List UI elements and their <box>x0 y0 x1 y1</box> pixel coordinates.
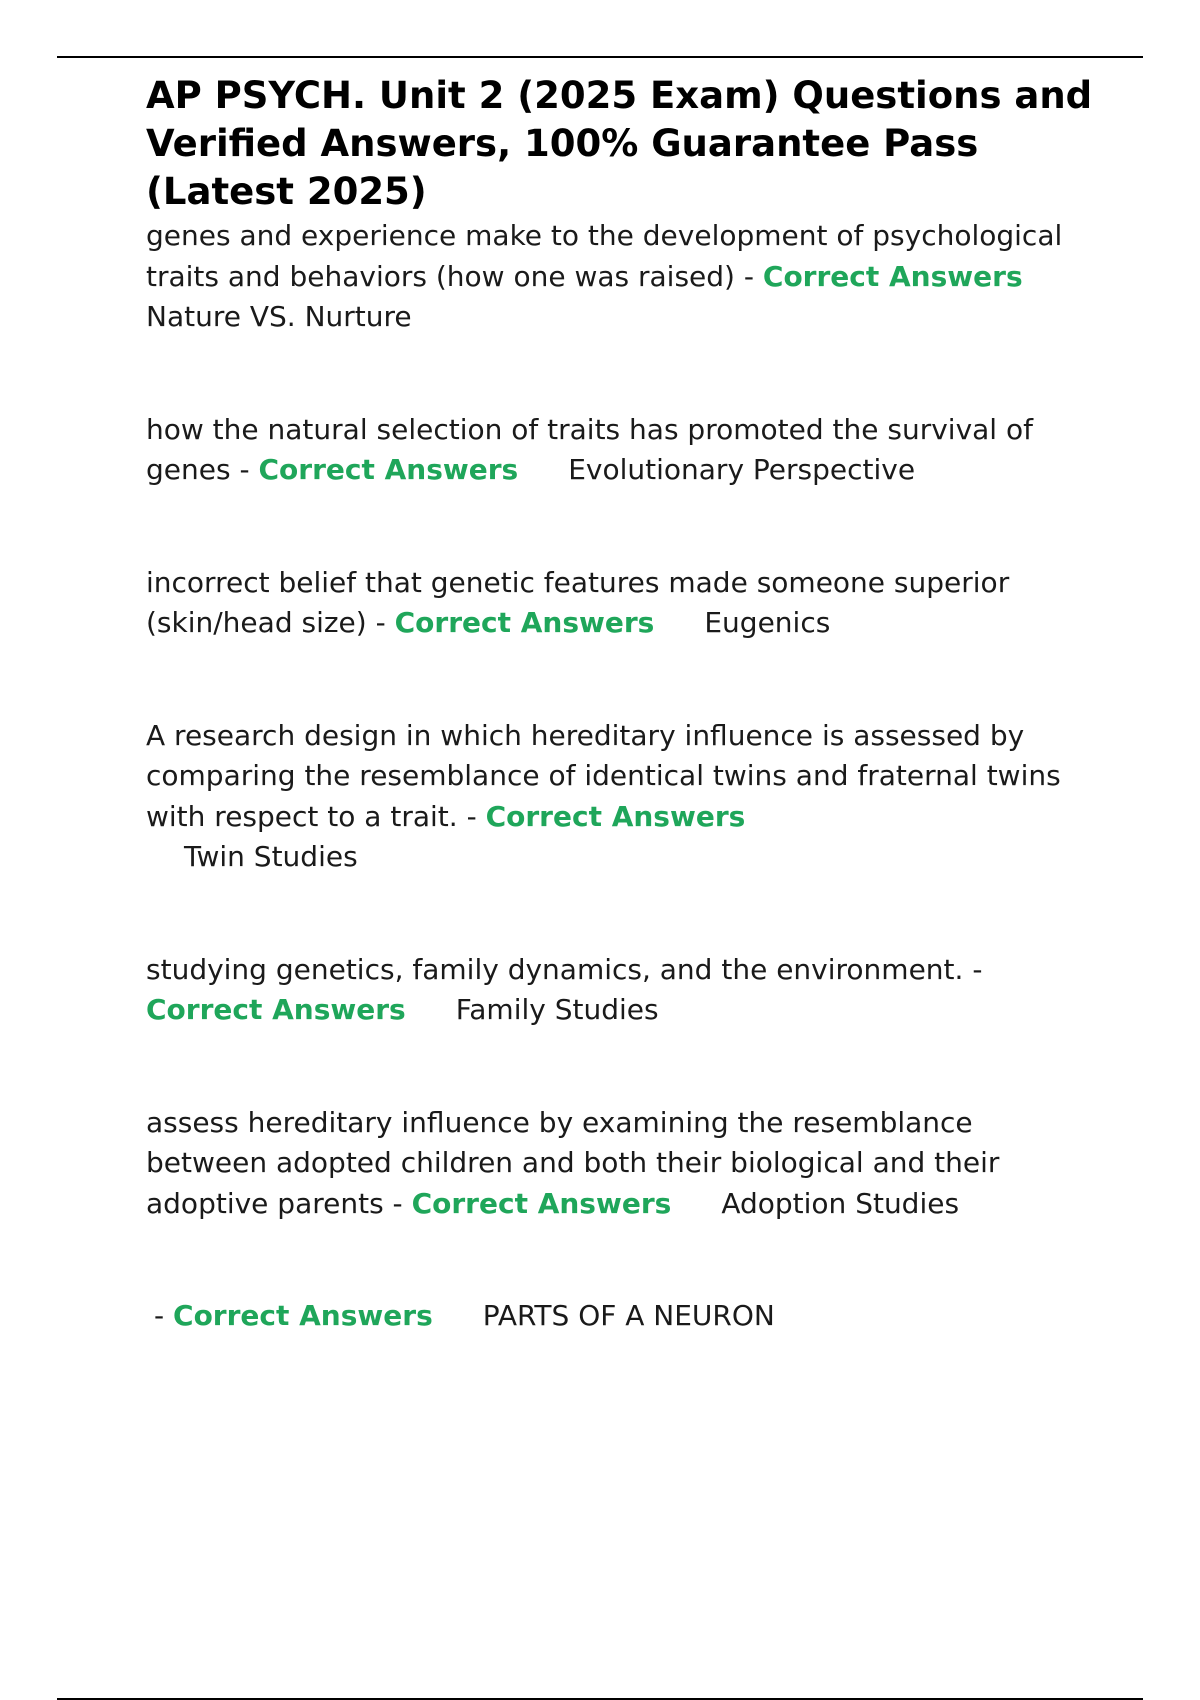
qa-item <box>146 716 1096 878</box>
answer-text: PARTS OF A NEURON <box>482 1299 775 1332</box>
qa-item <box>146 563 1096 644</box>
qa-item <box>146 1103 1096 1225</box>
answer-label: Correct Answers <box>258 453 519 486</box>
answer-text: Eugenics <box>704 606 831 639</box>
answer-text: Adoption Studies <box>721 1186 960 1220</box>
question-text: incorrect belief that genetic features made someone superior (skin/head size) - <box>146 565 1010 639</box>
answer-label: Correct Answers <box>146 993 406 1026</box>
answer-label: Correct Answers <box>485 799 746 833</box>
qa-item <box>146 950 1096 1031</box>
qa-item <box>146 410 1096 491</box>
question-text: studying genetics, family dynamics, and the environment. - <box>146 952 983 986</box>
document-body <box>146 72 1096 1337</box>
answer-text: Family Studies <box>455 993 659 1026</box>
answer-text: Nature VS. Nurture <box>146 300 412 333</box>
qa-item <box>146 1296 1096 1337</box>
top-rule <box>57 56 1143 58</box>
answer-text: Evolutionary Perspective <box>568 453 916 486</box>
qa-item <box>146 216 1096 338</box>
question-text: - <box>154 1299 165 1332</box>
answer-label: Correct Answers <box>411 1186 672 1220</box>
answer-label: Correct Answers <box>173 1299 433 1332</box>
question-text: A research design in which hereditary influence is assessed by comparing the resemblance of identical twins and fraternal twins with respect to a trait. - <box>146 718 1061 833</box>
question-text: assess hereditary influence by examining the resemblance between adopted children and both their biological and their adoptive parents - <box>146 1105 1000 1220</box>
question-text: genes and experience make to the development of psychological traits and behaviors (how one was raised) - <box>146 219 1063 293</box>
answer-text: Twin Studies <box>184 840 358 873</box>
answer-label: Correct Answers <box>394 606 655 639</box>
question-text: how the natural selection of traits has promoted the survival of genes - <box>146 412 1033 486</box>
answer-label: Correct Answers <box>762 259 1023 293</box>
document-title: AP PSYCH. Unit 2 (2025 Exam) Questions and Verified Answers, 100% Guarantee Pass (Latest 2025) <box>146 74 1093 213</box>
